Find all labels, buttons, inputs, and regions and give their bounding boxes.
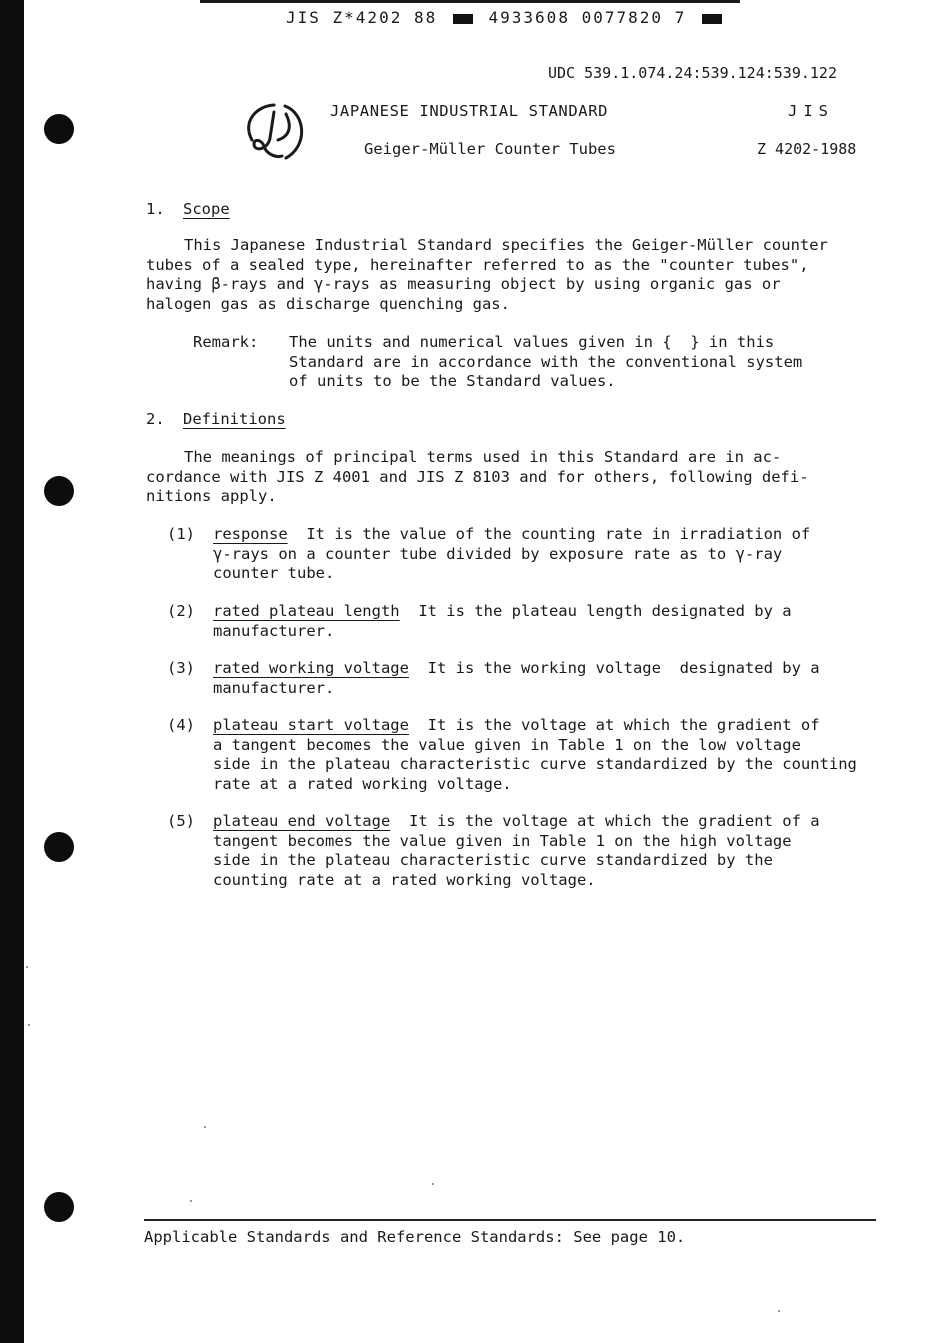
scan-speck <box>778 1310 780 1312</box>
definition-term: rated plateau length <box>213 602 400 620</box>
definition-text: It is the working voltage designated by a manufacturer. <box>213 659 820 697</box>
footer-note: Applicable Standards and Reference Standards: See page 10. <box>144 1228 686 1246</box>
scan-speck <box>28 1024 30 1026</box>
top-rule <box>200 0 740 3</box>
definitions-paragraph: The meanings of principal terms used in this Standard are in ac- cordance with JIS Z 4001 and JIS Z 8103 and for others, following defi- nitions apply. <box>146 448 809 506</box>
definition-number: (2) <box>167 602 195 620</box>
definition-term: rated working voltage <box>213 659 409 677</box>
standard-number: Z 4202-1988 <box>757 140 857 158</box>
scan-speck <box>204 1126 206 1128</box>
definition-term: plateau end voltage <box>213 812 391 830</box>
footnote-rule <box>144 1219 876 1221</box>
org-title: JAPANESE INDUSTRIAL STANDARD <box>330 102 609 120</box>
header-code-prefix: JIS Z*4202 88 <box>286 8 438 27</box>
section-number: 1. <box>146 200 165 218</box>
jis-logo-icon <box>240 100 308 166</box>
section-number: 2. <box>146 410 165 428</box>
definition-item <box>213 716 857 794</box>
section-heading-definitions: Definitions <box>183 410 286 428</box>
scope-paragraph: This Japanese Industrial Standard specifies the Geiger-Müller counter tubes of a sealed type, hereinafter referred to as the "counter tubes", having β-rays and γ-rays as measuring object by using organic gas or halogen gas as discharge quenching gas. <box>146 236 828 313</box>
redaction-block <box>453 14 473 24</box>
definition-text: It is the plateau length designated by a manufacturer. <box>213 602 792 640</box>
punch-hole <box>44 832 74 862</box>
definition-item <box>213 525 810 584</box>
udc-number: UDC 539.1.074.24:539.124:539.122 <box>548 64 837 82</box>
jis-mark: JIS <box>788 102 834 120</box>
scan-binding-edge <box>0 0 24 1343</box>
definition-number: (1) <box>167 525 195 543</box>
definition-item <box>213 602 792 641</box>
document-title: Geiger-Müller Counter Tubes <box>364 140 616 158</box>
definition-term: response <box>213 525 288 543</box>
remark-text: The units and numerical values given in { } in this Standard are in accordance with the conventional system of units to be the Standard values. <box>289 333 803 391</box>
definition-text: It is the value of the counting rate in irradiation of γ-rays on a counter tube divided by exposure rate as to γ-ray counter tube. <box>213 525 811 583</box>
definition-text: It is the voltage at which the gradient of a tangent becomes the value given in Table 1 on the low voltage side in the plateau characteristic curve standardized by the counting rate at a rated working voltage. <box>213 716 857 793</box>
definition-number: (5) <box>167 812 195 830</box>
remark-label: Remark: <box>193 333 259 351</box>
definition-number: (3) <box>167 659 195 677</box>
definition-item <box>213 659 820 698</box>
section-heading-scope: Scope <box>183 200 230 218</box>
header-code <box>286 8 726 27</box>
redaction-block <box>702 14 722 24</box>
header-code-suffix: 4933608 0077820 7 <box>488 8 687 27</box>
definition-number: (4) <box>167 716 195 734</box>
scan-speck <box>432 1183 434 1185</box>
definition-term: plateau start voltage <box>213 716 409 734</box>
scan-speck <box>190 1200 192 1202</box>
punch-hole <box>44 114 74 144</box>
punch-hole <box>44 476 74 506</box>
punch-hole <box>44 1192 74 1222</box>
definition-text: It is the voltage at which the gradient of a tangent becomes the value given in Table 1 on the high voltage side in the plateau characteristic curve standardized by the counting rate at a rated working voltage. <box>213 812 820 889</box>
scan-speck <box>26 966 28 968</box>
definition-item <box>213 812 820 890</box>
